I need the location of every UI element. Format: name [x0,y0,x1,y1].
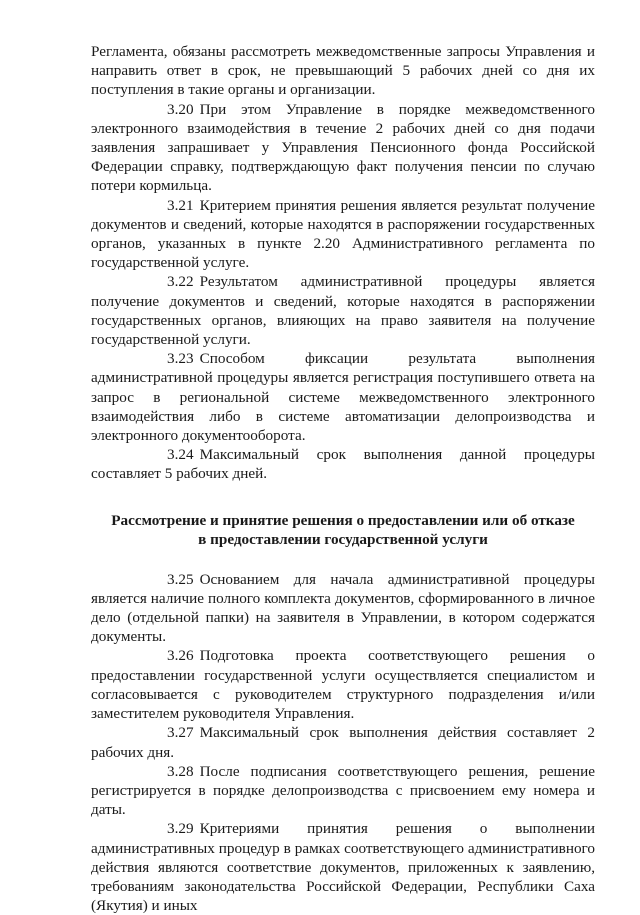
paragraph-number: 3.27 [167,724,194,742]
paragraph-3-27 [91,723,595,761]
paragraph-3-24 [91,445,595,483]
paragraph-number: 3.24 [167,446,194,464]
paragraph-3-21 [91,196,595,273]
section-heading [91,511,595,550]
paragraph-text: Способом фиксации результата выполнения административной процедуры является регистрация поступившего ответа на запрос в региональной системе межведомственного электронного взаимодействия либо в системе автоматизации делопроизводства и электронного документооборота. [91,350,595,445]
intro-paragraph: Регламента, обязаны рассмотреть межведомственные запросы Управления и направить ответ в срок, не превышающий 5 рабочих дней со дня их поступления в такие органы и организации. [91,43,595,99]
paragraph-text: Результатом административной процедуры является получение документов и сведений, которые находятся в распоряжении государственных органов, влияющих на право заявителя на получение государственной услуги. [91,273,595,349]
paragraph-text: Критериями принятия решения о выполнении административных процедур в рамках соответствующего административного действия являются соответствие документов, приложенных к заявлению, требованиям законодательства Российской Федерации, Республики Саха (Якутия) и иных [91,820,595,915]
paragraph-text: Основанием для начала административной процедуры является наличие полного комплекта документов, сформированного в личное дело (отдельной папки) на заявителя в Управлении, в котором содержатся документы. [91,570,595,646]
paragraph-number: 3.28 [167,762,194,780]
section-heading-line-1: Рассмотрение и принятие решения о предоставлении или об отказе [111,511,575,529]
paragraph-3-26 [91,646,595,723]
paragraph-number: 3.29 [167,820,194,838]
paragraph-number: 3.20 [167,100,194,118]
document-page [91,42,595,915]
paragraph-number: 3.22 [167,273,194,291]
paragraph-3-28 [91,762,595,820]
section-heading-line-2: в предоставлении государственной услуги [198,531,488,549]
paragraph-text: При этом Управление в порядке межведомственного электронного взаимодействия в течение 2 рабочих дней со дня подачи заявления запрашивает у Управления Пенсионного фонда Российской Федерации справку, подтверждающую факт получения пенсии по случаю потери кормильца. [91,100,595,195]
paragraph-3-25 [91,570,595,647]
paragraph-3-23 [91,349,595,445]
paragraph-text: Подготовка проекта соответствующего решения о предоставлении государственной услуги осуществляется специалистом и согласовывается с руководителем структурного подразделения и/или заместителем руководителя Управления. [91,647,595,723]
paragraph-text: Критерием принятия решения является результат получение документов и сведений, которые находятся в распоряжении государственных органов, указанных в пункте 2.20 Административного регламента по государственной услуге. [91,196,595,272]
paragraph-text: После подписания соответствующего решения, решение регистрируется в порядке делопроизводства с присвоением ему номера и даты. [91,762,595,819]
paragraph-number: 3.23 [167,350,194,368]
paragraph-3-20 [91,100,595,196]
paragraph-3-22 [91,272,595,349]
paragraph-text: Максимальный срок выполнения действия составляет 2 рабочих дня. [91,724,595,761]
paragraph-number: 3.25 [167,570,194,588]
paragraph-3-29 [91,819,595,915]
paragraph-number: 3.21 [167,196,194,214]
paragraph-number: 3.26 [167,647,194,665]
paragraph-text: Максимальный срок выполнения данной процедуры составляет 5 рабочих дней. [91,446,595,483]
